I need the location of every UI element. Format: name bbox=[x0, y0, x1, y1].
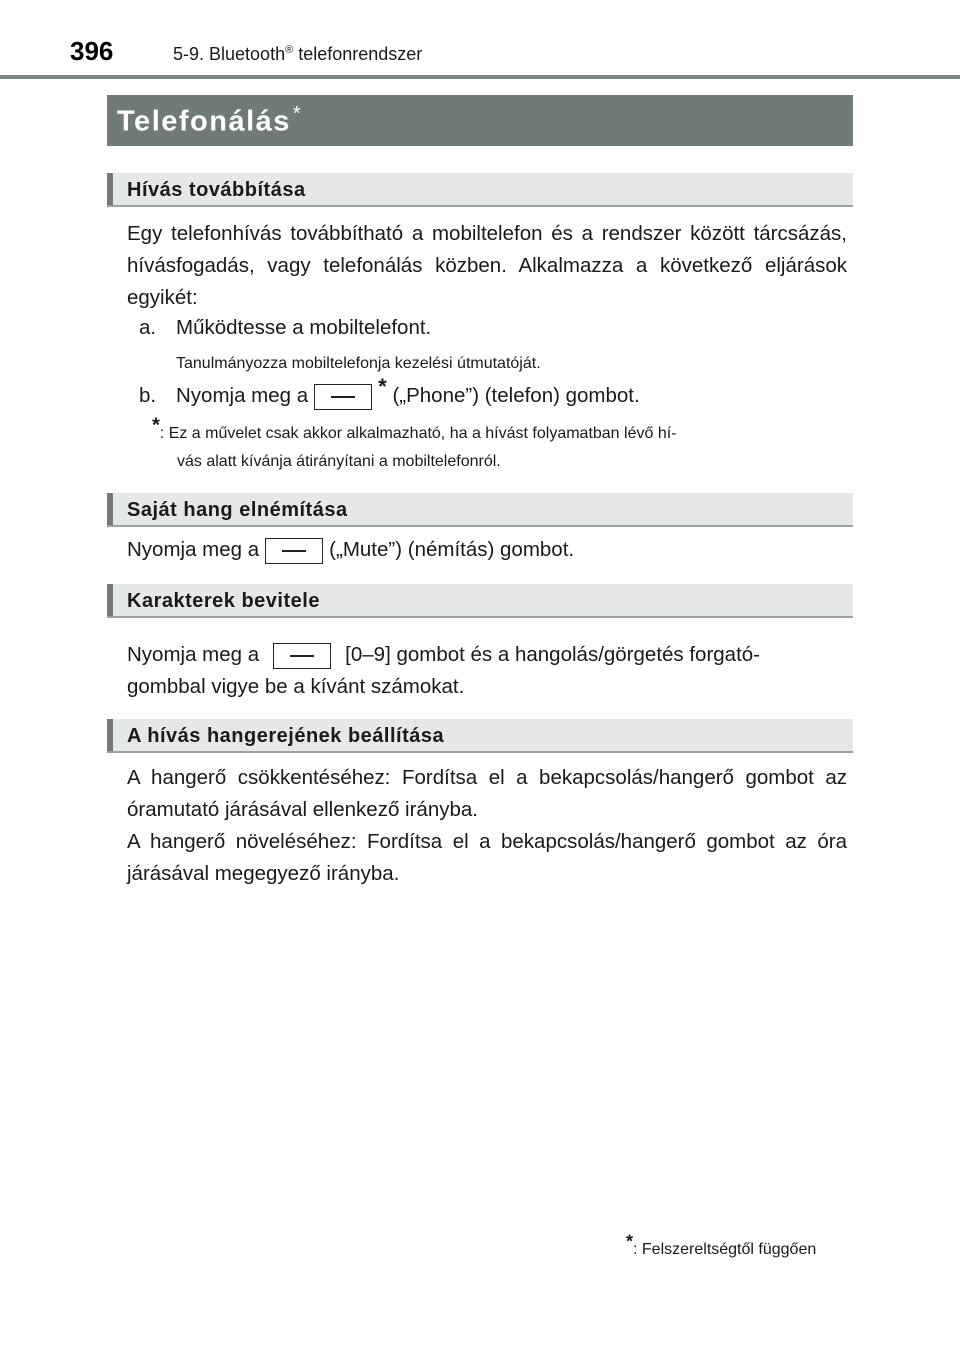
mute-post: („Mute”) (némítás) gombot. bbox=[329, 538, 575, 561]
page-number: 396 bbox=[70, 36, 114, 66]
section-title: Saját hang elnémítása bbox=[127, 499, 348, 521]
chapter-title bbox=[173, 44, 422, 65]
footnote-line2: vás alatt kívánja átirányítani a mobiltelefonról. bbox=[177, 453, 501, 470]
section-title: A hívás hangerejének beállítása bbox=[127, 725, 445, 747]
item-b-star: * bbox=[378, 374, 387, 400]
footnote bbox=[152, 414, 677, 446]
phone-button-icon bbox=[314, 384, 372, 410]
karakter-line2: gombbal vigye be a kívánt számokat. bbox=[127, 675, 465, 698]
chapter-suffix: telefonrendszer bbox=[293, 44, 423, 64]
hangero-p1: A hangerő csökkentéséhez: Fordítsa el a bekapcsolás/hangerő gombot az óramutató járásával ellenkező irányba. bbox=[127, 766, 847, 821]
section-title: Hívás továbbítása bbox=[127, 179, 306, 201]
section-header-hivas bbox=[107, 173, 853, 207]
footer-note bbox=[626, 1231, 817, 1262]
section-title: Karakterek bevitele bbox=[127, 590, 320, 612]
item-a-text: Működtesse a mobiltelefont. bbox=[176, 316, 432, 339]
item-b-post: („Phone”) (telefon) gombot. bbox=[392, 384, 640, 407]
page-title-text: Telefonálás bbox=[117, 105, 291, 138]
page-title bbox=[117, 103, 302, 139]
karakter-line1 bbox=[127, 641, 760, 669]
footnote-star: * bbox=[152, 414, 160, 437]
header-rule bbox=[0, 75, 960, 79]
item-b-line bbox=[176, 374, 640, 410]
mute-button-icon bbox=[265, 538, 323, 564]
chapter-name: 5-9. Bluetooth bbox=[173, 44, 286, 64]
footer-text: : Felszereltségtől függően bbox=[633, 1241, 817, 1258]
title-bar bbox=[107, 95, 853, 146]
item-b-marker: b. bbox=[139, 384, 157, 407]
number-button-icon bbox=[273, 643, 331, 669]
item-b-pre: Nyomja meg a bbox=[176, 384, 309, 407]
footer-star: * bbox=[626, 1231, 634, 1252]
section-header-hangero bbox=[107, 719, 853, 753]
footnote-line1: : Ez a művelet csak akkor alkalmazható, ha a hívást folyamatban lévő hí- bbox=[159, 425, 677, 442]
mute-line bbox=[127, 536, 574, 564]
registered-mark: ® bbox=[285, 44, 294, 56]
hivas-intro: Egy telefonhívás továbbítható a mobiltelefon és a rendszer között tárcsázás, hívásfogadás, vagy telefonálás közben. Alkalmazza a következő eljárások egyikét: bbox=[127, 222, 847, 309]
title-star: * bbox=[292, 103, 303, 125]
section-header-mute bbox=[107, 493, 853, 527]
mute-pre: Nyomja meg a bbox=[127, 538, 260, 561]
item-a bbox=[139, 314, 432, 342]
item-a-marker: a. bbox=[139, 316, 157, 339]
item-b bbox=[139, 374, 640, 410]
hangero-p2: A hangerő növeléséhez: Fordítsa el a bekapcsolás/hangerő gombot az óra járásával megegyező irányba. bbox=[127, 830, 847, 885]
karakter-post: [0–9] gombot és a hangolás/görgetés forgató- bbox=[345, 643, 761, 666]
item-a-note: Tanulmányozza mobiltelefonja kezelési útmutatóját. bbox=[176, 355, 541, 372]
karakter-pre: Nyomja meg a bbox=[127, 643, 260, 666]
section-header-karakter bbox=[107, 584, 853, 618]
